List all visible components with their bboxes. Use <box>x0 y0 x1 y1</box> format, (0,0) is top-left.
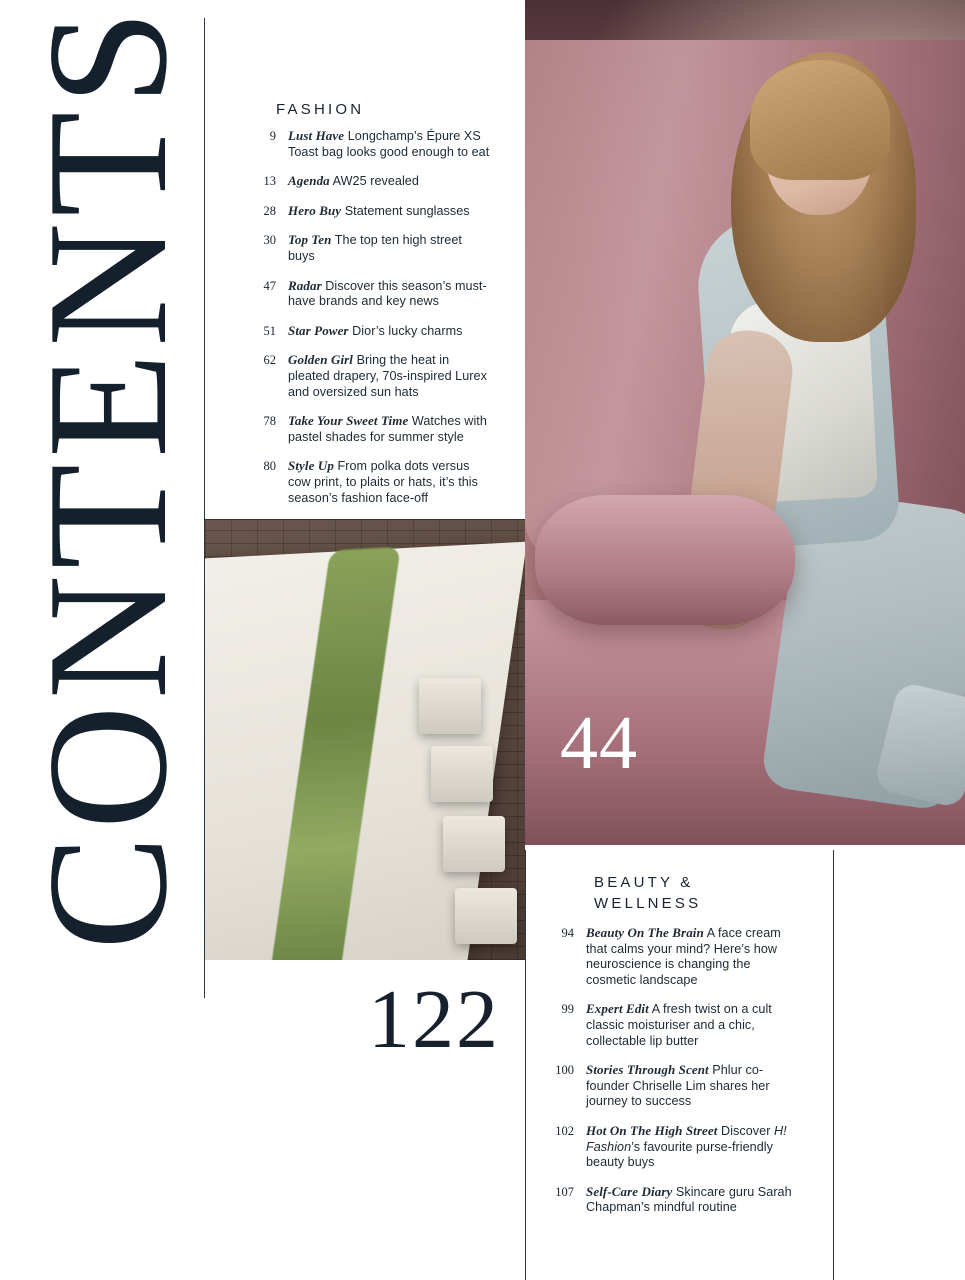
list-item[interactable] <box>540 1001 800 1049</box>
list-item[interactable] <box>540 1123 800 1171</box>
toc-entry-text <box>288 173 419 190</box>
toc-entry-lead: Self-Care Diary <box>586 1183 673 1199</box>
toc-entry-text <box>586 1123 800 1171</box>
toc-entry-lead: Take Your Sweet Time <box>288 413 409 429</box>
toc-page-number: 100 <box>555 1063 574 1078</box>
toc-entry-body: Bring the heat in pleated drapery, 70s-inspired Lurex and oversized sun hats <box>288 353 487 399</box>
toc-entry-lead: Hot On The High Street <box>586 1122 718 1138</box>
toc-page-number: 47 <box>263 278 276 293</box>
toc-entry-lead: Style Up <box>288 458 334 474</box>
toc-entry-body: Statement sunglasses <box>341 203 470 218</box>
toc-entry-text <box>288 323 463 340</box>
toc-page-number: 9 <box>269 129 276 143</box>
toc-entry-body: Discover <box>717 1123 774 1138</box>
toc-page-number: 80 <box>263 459 276 474</box>
toc-entry-lead: Golden Girl <box>288 352 354 368</box>
toc-entry-body: Phlur co-founder Chriselle Lim shares her journey to success <box>586 1063 770 1109</box>
toc-page-number: 13 <box>263 174 276 189</box>
model-hair-front <box>750 60 890 180</box>
toc-entry-body: From polka dots versus cow print, to plaits or hats, it’s this season’s fashion face-off <box>288 459 479 505</box>
toc-page-number: 30 <box>263 233 276 248</box>
toc-entry-text <box>288 278 492 310</box>
toc-entry-body: The top ten high street buys <box>288 233 462 263</box>
toc-entry-lead: Star Power <box>288 322 349 338</box>
list-item[interactable] <box>540 1062 800 1110</box>
divider-vertical-right <box>833 850 834 1280</box>
toc-page-number: 28 <box>263 203 276 218</box>
list-item[interactable] <box>540 925 800 988</box>
banquet-table-photo <box>205 520 525 960</box>
chair <box>443 816 505 872</box>
beauty-heading-line2: WELLNESS <box>594 895 702 912</box>
fashion-heading: FASHION <box>276 101 365 118</box>
feature-page-number-122: 122 <box>368 973 500 1066</box>
page-title: CONTENTS <box>13 3 203 951</box>
toc-entry-lead: Expert Edit <box>586 1001 649 1017</box>
toc-page-number: 107 <box>555 1184 574 1199</box>
toc-entry-text <box>586 1001 800 1049</box>
toc-entry-text <box>586 1184 800 1216</box>
list-item[interactable] <box>242 203 492 220</box>
list-item[interactable] <box>242 323 492 340</box>
toc-entry-text <box>288 203 470 220</box>
beauty-heading-line1: BEAUTY & <box>594 874 694 891</box>
toc-entry-lead: Stories Through Scent <box>586 1062 709 1078</box>
toc-entry-text <box>288 413 492 445</box>
toc-entry-lead: Hero Buy <box>288 202 342 218</box>
toc-entry-body: AW25 revealed <box>329 174 419 189</box>
toc-page-number: 51 <box>263 323 276 338</box>
toc-page-number: 99 <box>561 1002 574 1017</box>
model-photo <box>525 0 965 845</box>
beauty-toc-list <box>540 925 800 1229</box>
list-item[interactable] <box>242 413 492 445</box>
list-item[interactable] <box>242 278 492 310</box>
divider-vertical-beauty <box>525 850 526 1280</box>
toc-page-number: 94 <box>561 926 574 940</box>
toc-entry-text <box>586 925 800 988</box>
list-item[interactable] <box>242 128 492 160</box>
toc-entry-body: Dior’s lucky charms <box>348 323 463 338</box>
list-item[interactable] <box>242 458 492 506</box>
toc-entry-lead: Lust Have <box>288 128 345 143</box>
toc-entry-lead: Top Ten <box>288 232 332 248</box>
toc-entry-body: A face cream that calms your mind? Here’s how neuroscience is changing the cosmetic landscape <box>586 926 781 987</box>
list-item[interactable] <box>540 1184 800 1216</box>
toc-entry-text <box>288 232 492 264</box>
toc-entry-text <box>288 458 492 506</box>
toc-entry-text <box>586 1062 800 1110</box>
toc-page-number: 102 <box>555 1123 574 1138</box>
list-item[interactable] <box>242 352 492 400</box>
toc-entry-body: Discover this season’s must-have brands and key news <box>288 278 487 309</box>
toc-entry-lead: Agenda <box>288 173 330 189</box>
list-item[interactable] <box>242 173 492 190</box>
chair <box>431 746 493 802</box>
chair <box>419 678 481 734</box>
toc-entry-body: Skincare guru Sarah Chapman’s mindful routine <box>586 1184 792 1215</box>
list-item[interactable] <box>242 232 492 264</box>
sofa-armrest <box>535 495 795 625</box>
toc-entry-text <box>288 352 492 400</box>
toc-page-number: 62 <box>263 353 276 368</box>
toc-entry-text <box>288 128 492 160</box>
toc-entry-italic: H! Fashion <box>586 1123 787 1154</box>
fashion-toc-list <box>242 128 492 519</box>
toc-entry-body: Longchamp’s Épure XS Toast bag looks good enough to eat <box>288 129 490 159</box>
toc-entry-lead: Radar <box>288 277 322 293</box>
toc-entry-body: Watches with pastel shades for summer style <box>288 414 487 444</box>
toc-entry-lead: Beauty On The Brain <box>586 925 704 940</box>
toc-entry-body: A fresh twist on a cult classic moisturiser and a chic, collectable lip butter <box>586 1002 772 1048</box>
feature-page-number-44: 44 <box>560 701 638 785</box>
toc-entry-body-2: ’s favourite purse-friendly beauty buys <box>586 1139 773 1170</box>
toc-page-number: 78 <box>263 414 276 429</box>
chair <box>455 888 517 944</box>
